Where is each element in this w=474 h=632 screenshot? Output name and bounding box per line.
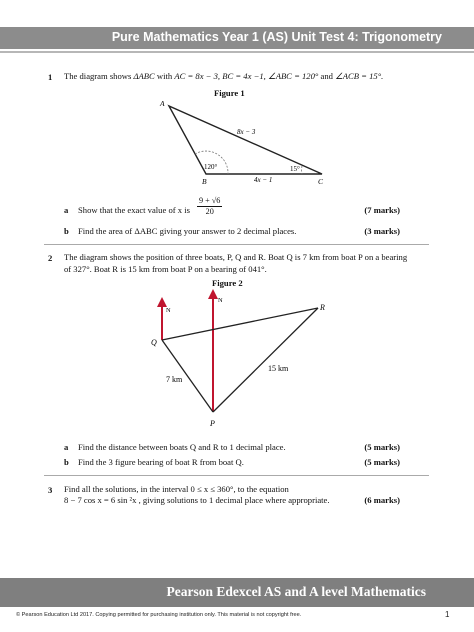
q1-and: and bbox=[320, 71, 333, 81]
q3-number: 3 bbox=[48, 485, 53, 495]
page-number: 1 bbox=[445, 610, 450, 619]
q2a bbox=[64, 442, 286, 452]
q2b-label: b bbox=[64, 457, 69, 467]
vertex-c-label: C bbox=[318, 177, 324, 186]
footer-title: Pearson Edexcel AS and A level Mathematics bbox=[166, 584, 426, 599]
header-rule bbox=[0, 51, 474, 53]
boat-p-label: P bbox=[210, 419, 215, 428]
q1a-fraction bbox=[197, 196, 222, 217]
footer-bar bbox=[0, 578, 474, 607]
q3-line2: 8 − 7 cos x = 6 sin ²x , giving solutions to 1 decimal place where appropriate. bbox=[64, 495, 330, 505]
vertex-b-label: B bbox=[202, 177, 207, 186]
q1a bbox=[64, 205, 190, 215]
q2a-marks: (5 marks) bbox=[364, 442, 400, 452]
copyright-notice: © Pearson Education Ltd 2017. Copying permitted for purchasing institution only. This material is not copyright free. bbox=[16, 612, 302, 618]
q2b-marks: (5 marks) bbox=[364, 457, 400, 467]
q2-number: 2 bbox=[48, 253, 53, 263]
figure-1-diagram bbox=[150, 98, 330, 186]
fraction-numerator: 9 + √6 bbox=[199, 196, 221, 205]
distance-pq-label: 7 km bbox=[166, 375, 183, 384]
side-bc-label: 4x − 1 bbox=[254, 176, 273, 184]
q2b bbox=[64, 457, 244, 467]
q1-with: with bbox=[156, 71, 173, 81]
angle-c-label: 15° bbox=[290, 165, 300, 173]
divider bbox=[44, 244, 429, 245]
side-ac-label: 8x − 3 bbox=[237, 128, 256, 136]
distance-pr-label: 15 km bbox=[268, 364, 289, 373]
q1-number: 1 bbox=[48, 72, 53, 82]
figure-1-label: Figure 1 bbox=[214, 88, 245, 98]
q1b-marks: (3 marks) bbox=[364, 226, 400, 236]
figure-2-diagram bbox=[140, 288, 340, 430]
q2b-text: Find the 3 figure bearing of boat R from boat Q. bbox=[78, 457, 244, 467]
q1a-text: Show that the exact value of x is bbox=[78, 205, 190, 215]
q1b bbox=[64, 226, 296, 236]
line-pr bbox=[213, 308, 318, 412]
line-qr bbox=[162, 308, 318, 340]
q1-stem-intro: The diagram shows bbox=[64, 71, 132, 81]
fraction-denominator: 20 bbox=[205, 207, 214, 216]
q1-eq1: AC = 8x − 3, bbox=[174, 71, 221, 81]
boat-q-label: Q bbox=[151, 338, 157, 347]
page-title: Pure Mathematics Year 1 (AS) Unit Test 4: Trigonometry bbox=[111, 30, 442, 44]
vertex-a-label: A bbox=[160, 99, 165, 108]
figure-2-label: Figure 2 bbox=[212, 278, 243, 288]
north-label-p: N bbox=[218, 297, 223, 304]
q2a-label: a bbox=[64, 442, 69, 452]
q2-line1: The diagram shows the position of three boats, P, Q and R. Boat Q is 7 km from boat P on a bearing bbox=[64, 252, 408, 262]
q1-eq4: ∠ACB = 15°. bbox=[335, 71, 384, 81]
q1-eq3: ∠ABC = 120° bbox=[267, 71, 319, 81]
q1-stem bbox=[64, 71, 383, 82]
q1b-label: b bbox=[64, 226, 69, 236]
q1b-text: Find the area of ΔABC giving your answer to 2 decimal places. bbox=[78, 226, 297, 236]
north-label-q: N bbox=[166, 307, 171, 314]
q2-line2: of 327°. Boat R is 15 km from boat P on a bearing of 041°. bbox=[64, 264, 267, 274]
q3-line1: Find all the solutions, in the interval 0 ≤ x ≤ 360°, to the equation bbox=[64, 484, 289, 494]
angle-b-label: 120° bbox=[204, 163, 218, 171]
q1-triangle: ΔABC bbox=[133, 71, 155, 81]
q1a-marks: (7 marks) bbox=[364, 205, 400, 215]
q1a-label: a bbox=[64, 205, 69, 215]
q3-marks: (6 marks) bbox=[364, 495, 400, 505]
divider bbox=[44, 475, 429, 476]
boat-r-label: R bbox=[320, 303, 325, 312]
header-bar bbox=[0, 27, 474, 49]
q2a-text: Find the distance between boats Q and R to 1 decimal place. bbox=[78, 442, 286, 452]
triangle-abc bbox=[169, 106, 322, 174]
q1-eq2: BC = 4x −1, bbox=[222, 71, 266, 81]
